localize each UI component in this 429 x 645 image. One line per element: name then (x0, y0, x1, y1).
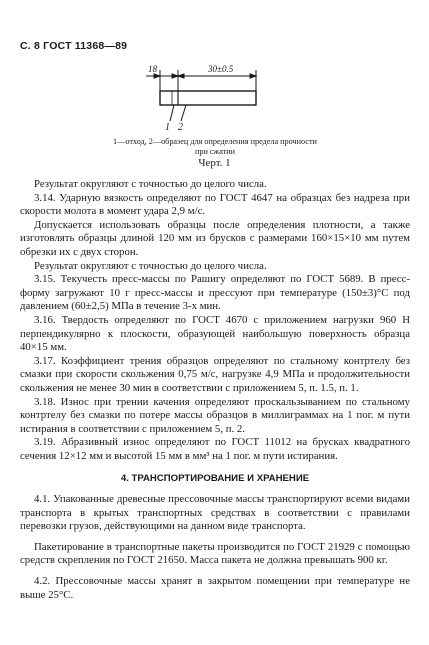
body-text (20, 178, 410, 602)
paragraph-3-15: 3.15. Текучесть пресс-массы по Рашигу определяют по ГОСТ 5689. В пресс-форму загружают 10 г пресс-массы и прессуют при температуре (150±3)°С под давлением (60±2,5) МПа в течение 3-х мин. (20, 273, 410, 313)
arrow-left (154, 74, 160, 78)
paragraph: Допускается использовать образцы после определения плотности, а также изготовлять образцы длиной 120 мм из брусков с размерами 160×15×10 мм путем обрезки их с двух сторон. (20, 218, 410, 258)
arrow-mid-right (172, 74, 178, 78)
paragraph-4-2: 4.2. Прессовочные массы хранят в закрытом помещении при температуре не выше 25°С. (20, 575, 410, 601)
paragraph-packaging: Пакетирование в транспортные пакеты производится по ГОСТ 21929 с помощью средств скрепления по ГОСТ 21650. Масса пакета не должна превышать 900 кг. (20, 540, 410, 567)
callout-1: 1 (165, 122, 170, 133)
specimen-bar (160, 91, 256, 105)
paragraph-3-17: 3.17. Коэффициент трения образцов определяют по стальному контртелу без смазки при скорости скольжения 0,75 м/с, нагрузке 4,9 МПа и продолжительности скольжения не менее 30 мин в соответствии с приложением 5, п. 1.5, п. 1. (20, 354, 410, 394)
page-header: С. 8 ГОСТ 11368—89 (20, 40, 128, 52)
paragraph: Результат округляют с точностью до целого числа. (34, 178, 267, 190)
paragraph-3-19: 3.19. Абразивный износ определяют по ГОСТ 11012 на брусках квадратного сечения 12×12 мм и высотой 15 мм в мм³ на 1 пог. м пути истирания. (20, 436, 410, 462)
dimension-label-left: 18 (148, 64, 157, 74)
section-title: 4. ТРАНСПОРТИРОВАНИЕ И ХРАНЕНИЕ (120, 473, 310, 485)
figure-caption-line2: при сжатии (195, 147, 235, 156)
figure-caption (20, 137, 410, 157)
callout-2: 2 (178, 122, 183, 133)
callout-leader-1 (170, 105, 174, 121)
figure-caption-line1: 1—отход, 2—образец для определения предела прочности (113, 137, 317, 146)
dimension-label-right: 30±0.5 (208, 64, 234, 74)
paragraph-3-18: 3.18. Износ при трении качения определяют проскальзыванием по стальному контртелу без смазки по потере массы образцов в миллиграммах на 1 пог. м пути истирания в соответствии с приложением 5, п. 2. (20, 395, 410, 435)
figure-title: Черт. 1 (198, 157, 231, 169)
paragraph-3-14: 3.14. Ударную вязкость определяют по ГОСТ 4647 на образцах без надреза при скорости молота в момент удара 2,9 м/с. (20, 191, 410, 218)
arrow-right (250, 74, 256, 78)
paragraph: Результат округляют с точностью до целого числа. (34, 259, 267, 272)
paragraph-4-1: 4.1. Упакованные древесные прессовочные массы транспортируют всеми видами транспорта в крытых транспортных средствах в соответствии с правилами перевозки грузов, действующими на данном виде транспорта. (20, 493, 410, 533)
callout-leader-2 (181, 105, 186, 121)
paragraph-3-16: 3.16. Твердость определяют по ГОСТ 4670 с приложением нагрузки 960 Н перпендикулярно к плоскости, образующей наибольшую поверхность образца 40×15 мм. (20, 313, 410, 354)
